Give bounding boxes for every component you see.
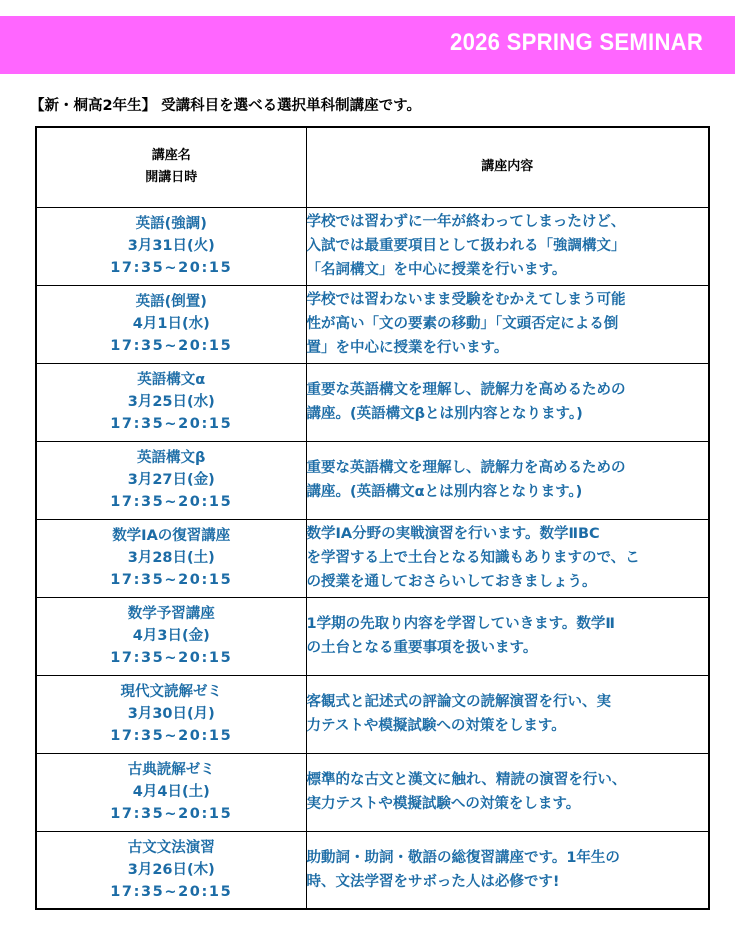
course-time: 17:35~20:15 bbox=[110, 494, 233, 510]
table-row bbox=[36, 831, 709, 909]
course-description-line: の土台となる重要事項を扱います。 bbox=[306, 640, 538, 656]
course-time: 17:35~20:15 bbox=[110, 728, 233, 744]
course-name: 古文文法演習 bbox=[127, 839, 215, 856]
course-name-cell bbox=[36, 363, 306, 441]
course-table bbox=[35, 126, 710, 910]
course-description-line: 入試では最重要項目として扱われる「強調構文」 bbox=[306, 238, 626, 254]
course-time: 17:35~20:15 bbox=[110, 883, 233, 900]
course-description-line: 時、文法学習をサボった人は必修です! bbox=[306, 873, 560, 890]
course-description-line: 客観式と記述式の評論文の読解演習を行い、実 bbox=[306, 694, 611, 710]
course-description-cell bbox=[306, 441, 709, 519]
course-description-line: 学校では習わずに一年が終わってしまったけど、 bbox=[306, 214, 626, 230]
course-description-cell bbox=[306, 675, 709, 753]
course-name-cell bbox=[36, 831, 306, 909]
course-description-line: 重要な英語構文を理解し、読解力を高めるための bbox=[306, 382, 626, 398]
table-row bbox=[36, 675, 709, 753]
course-name-cell bbox=[36, 753, 306, 831]
course-description-line: 性が高い「文の要素の移動」「文頭否定による倒 bbox=[306, 316, 619, 332]
course-description-line: 標準的な古文と漢文に触れ、精読の演習を行い、 bbox=[306, 772, 627, 788]
course-description-line: 実力テストや模擬試験への対策をします。 bbox=[306, 796, 581, 812]
course-time: 17:35~20:15 bbox=[110, 260, 233, 276]
course-time: 17:35~20:15 bbox=[110, 338, 233, 354]
course-description-line: 重要な英語構文を理解し、読解力を高めるための bbox=[306, 460, 626, 476]
course-description-line: を学習する上で土台となる知識もありますので、こ bbox=[306, 550, 640, 566]
course-description-cell bbox=[306, 207, 709, 285]
course-description-line: 力テストや模擬試験への対策をします。 bbox=[306, 718, 566, 734]
table-row bbox=[36, 597, 709, 675]
course-description-line: 講座。(英語構文αとは別内容となります。) bbox=[306, 484, 583, 500]
course-description-line: 置」を中心に授業を行います。 bbox=[306, 340, 509, 356]
course-name: 英語(強調) bbox=[135, 216, 207, 232]
course-description-cell bbox=[306, 519, 709, 597]
course-date: 3月30日(月) bbox=[127, 706, 215, 722]
course-name: 現代文読解ゼミ bbox=[120, 684, 222, 700]
course-description-line: 学校では習わないまま受験をむかえてしまう可能 bbox=[306, 292, 626, 308]
course-description-line: 1学期の先取り内容を学習していきます。数学Ⅱ bbox=[306, 616, 615, 632]
course-time: 17:35~20:15 bbox=[110, 650, 233, 666]
course-rows bbox=[36, 207, 709, 909]
course-name-cell bbox=[36, 285, 306, 363]
course-description-line: 「名詞構文」を中心に授業を行います。 bbox=[306, 262, 567, 278]
course-name: 英語構文β bbox=[137, 450, 206, 466]
course-name-cell bbox=[36, 597, 306, 675]
course-description-line: 数学ⅠA分野の実戦演習を行います。数学ⅡBC bbox=[306, 526, 600, 542]
course-description-line: 助動詞・助詞・敬語の総復習講座です。1年生の bbox=[306, 849, 620, 866]
banner-title: 2026 SPRING SEMINAR bbox=[449, 29, 703, 56]
course-name: 英語(倒置) bbox=[135, 294, 207, 310]
course-time: 17:35~20:15 bbox=[110, 806, 233, 822]
course-name-cell bbox=[36, 519, 306, 597]
course-name: 英語構文α bbox=[137, 372, 206, 388]
course-name: 数学予習講座 bbox=[127, 606, 215, 622]
course-description-cell bbox=[306, 363, 709, 441]
course-name: 数学ⅠAの復習講座 bbox=[112, 528, 231, 544]
course-description-cell bbox=[306, 753, 709, 831]
header-course-content: 講座内容 bbox=[306, 127, 709, 207]
table-row bbox=[36, 441, 709, 519]
course-date: 4月4日(土) bbox=[132, 784, 210, 800]
course-description-cell bbox=[306, 831, 709, 909]
course-date: 3月28日(土) bbox=[127, 550, 215, 566]
table-row bbox=[36, 753, 709, 831]
header-course-name: 講座名 開講日時 bbox=[36, 127, 306, 207]
course-description-cell bbox=[306, 285, 709, 363]
course-date: 3月25日(水) bbox=[127, 394, 215, 410]
course-time: 17:35~20:15 bbox=[110, 416, 233, 432]
course-name-cell bbox=[36, 675, 306, 753]
table-row bbox=[36, 519, 709, 597]
course-name: 古典読解ゼミ bbox=[127, 762, 215, 778]
course-description-line: 講座。(英語構文βとは別内容となります。) bbox=[306, 406, 583, 422]
course-date: 4月3日(金) bbox=[132, 628, 210, 644]
course-date: 4月1日(水) bbox=[132, 316, 210, 332]
course-date: 3月27日(金) bbox=[127, 472, 215, 488]
table-row bbox=[36, 285, 709, 363]
course-description-cell bbox=[306, 597, 709, 675]
course-name-cell bbox=[36, 441, 306, 519]
table-header-row bbox=[36, 127, 709, 207]
course-name-cell bbox=[36, 207, 306, 285]
table-row bbox=[36, 207, 709, 285]
course-date: 3月26日(木) bbox=[127, 861, 215, 878]
course-time: 17:35~20:15 bbox=[110, 572, 233, 588]
table-row bbox=[36, 363, 709, 441]
course-date: 3月31日(火) bbox=[127, 238, 215, 254]
header-banner bbox=[0, 16, 735, 74]
intro-text: 【新・桐高2年生】 受講科目を選べる選択単科制講座です。 bbox=[30, 98, 421, 114]
course-description-line: の授業を通しておさらいしておきましょう。 bbox=[306, 574, 597, 590]
